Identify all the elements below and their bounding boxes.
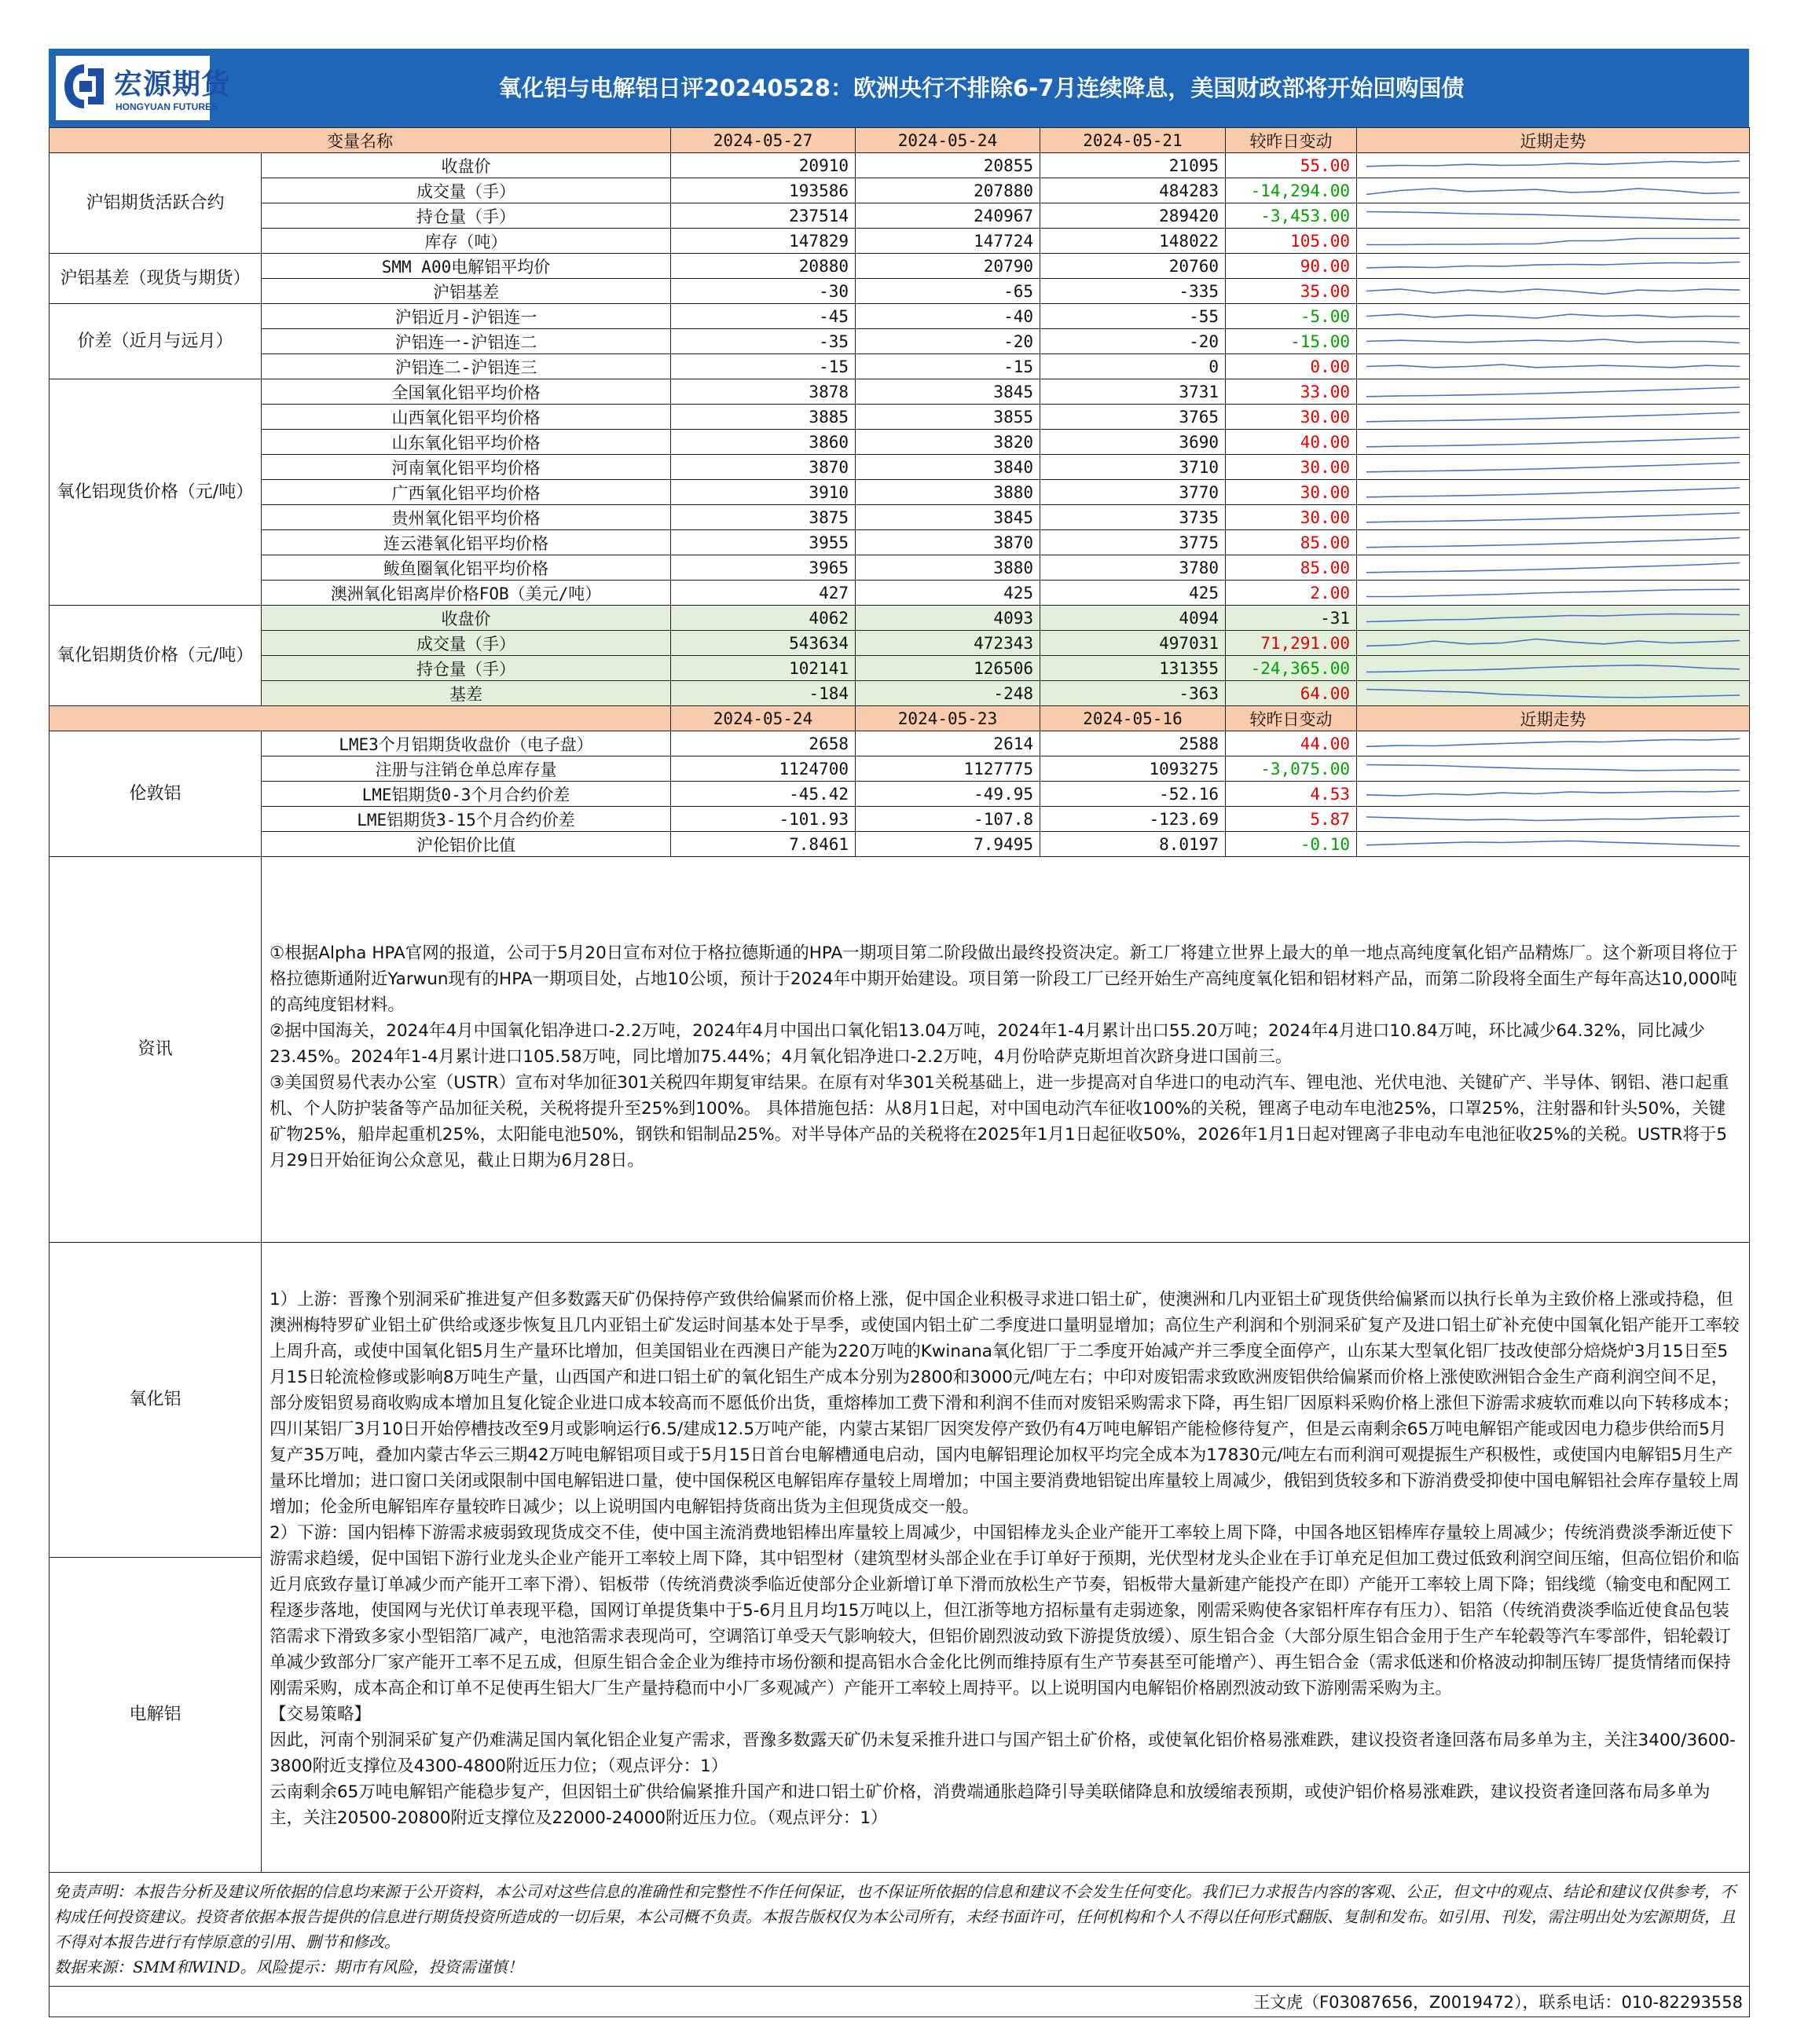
value-cell: 289420 xyxy=(1040,203,1226,229)
variable-name: 沪伦铝价比值 xyxy=(262,832,671,857)
value-cell: -20 xyxy=(1040,329,1226,354)
value-cell: 7.8461 xyxy=(671,832,856,857)
value-cell: 20910 xyxy=(671,153,856,178)
table-row xyxy=(50,581,1750,606)
trend-sparkline xyxy=(1357,329,1749,353)
category-cell: 沪铝期货活跃合约 xyxy=(50,153,262,254)
trend-sparkline xyxy=(1357,606,1749,630)
analysis-content xyxy=(262,1243,1750,1873)
trend-sparkline-cell xyxy=(1357,631,1750,656)
value-cell: 207880 xyxy=(856,178,1040,203)
header-cell: 2024-05-27 xyxy=(671,128,856,153)
trend-sparkline xyxy=(1357,782,1749,806)
trend-sparkline xyxy=(1357,229,1749,253)
trend-sparkline xyxy=(1357,405,1749,429)
value-cell: 3880 xyxy=(856,480,1040,505)
value-cell: 425 xyxy=(856,581,1040,606)
table-header-row xyxy=(50,706,1750,731)
strategy-heading: 【交易策略】 xyxy=(270,1705,372,1724)
trend-line xyxy=(1366,488,1740,497)
trend-line xyxy=(1366,589,1740,596)
variable-name: 库存（吨） xyxy=(262,229,671,254)
value-cell: 126506 xyxy=(856,656,1040,681)
category-cell: 氧化铝期货价格（元/吨） xyxy=(50,606,262,706)
trend-sparkline xyxy=(1357,731,1749,756)
trend-sparkline-cell xyxy=(1357,756,1750,782)
trend-line xyxy=(1366,563,1740,573)
variable-name: 连云港氧化铝平均价格 xyxy=(262,530,671,555)
trend-sparkline xyxy=(1357,656,1749,680)
header-cell: 2024-05-21 xyxy=(1040,128,1226,153)
value-cell: 3965 xyxy=(671,555,856,581)
value-cell: -20 xyxy=(856,329,1040,354)
analysis-paragraph: 2）下游：国内铝棒下游需求疲弱致现货成交不佳，使中国主流消费地铝棒出库量较上周减少，中国铝棒龙头企业产能开工率较上周下降，中国各地区铝棒库存量较上周减少；传统消费淡季渐近使下游需求趋缓，促中国铝下游行业龙头企业产能开工率较上周下降，其中铝型材（建筑型材头部企业在手订单好于预期，光伏型材龙头企业在手订单充足但加工费过低致利润空间压缩，但高位铝价和临近月底致存量订单减少而产能开工率下滑）、铝板带（传统消费淡季临近使部分企业新增订单下滑而放松生产节奏，铝板带大量新建产能投产在即）产能开工率较上周下降；铝线缆（输变电和配网工程逐步落地，使国网与光伏订单表现平稳，国网订单提货集中于5-6月且月均15万吨以上，但江浙等地方招标量有走弱迹象，刚需采购使各家铝杆库存有压力）、铝箔（传统消费淡季临近使食品包装箔需求下滑致多家小型铝箔厂减产，电池箔需求表现尚可，空调箔订单受天气影响较大，但铝价剧烈波动致下游提货放缓）、原生铝合金（大部分原生铝合金用于生产车轮毂等汽车零部件，铝轮毂订单减少致部分厂家产能开工率不足五成，但原生铝合金企业为维持市场份额和提高铝水合金化比例而维持原有生产节奏甚至可能增产）、再生铝合金（需求低迷和价格波动抑制压铸厂提货情绪而保持刚需采购，成本高企和订单不足使再生铝大厂生产量持稳而中小厂多观减产）产能开工率较上周持平。以上说明国内电解铝价格剧烈波动致下游刚需采购为主。 xyxy=(270,1523,1740,1698)
table-row xyxy=(50,555,1750,581)
variable-name: LME铝期货3-15个月合约价差 xyxy=(262,807,671,832)
value-cell: -15 xyxy=(856,354,1040,379)
value-cell: -123.69 xyxy=(1040,807,1226,832)
trend-line xyxy=(1366,513,1740,522)
trend-sparkline-cell xyxy=(1357,279,1750,304)
trend-sparkline xyxy=(1357,480,1749,504)
logo-english-name: HONGYUAN FUTURES xyxy=(116,101,218,112)
value-cell: -45.42 xyxy=(671,782,856,807)
table-row xyxy=(50,455,1750,480)
change-cell: 0.00 xyxy=(1226,354,1357,379)
company-logo xyxy=(56,56,231,120)
trend-line xyxy=(1366,238,1740,244)
trend-sparkline-cell xyxy=(1357,480,1750,505)
change-cell: 85.00 xyxy=(1226,530,1357,555)
trend-sparkline xyxy=(1357,304,1749,328)
value-cell: 4062 xyxy=(671,606,856,631)
trend-line xyxy=(1366,791,1740,797)
value-cell: 3855 xyxy=(856,405,1040,430)
variable-name: 收盘价 xyxy=(262,606,671,631)
value-cell: 3690 xyxy=(1040,430,1226,455)
disclaimer-text: 免责声明：本报告分析及建议所依据的信息均来源于公开资料，本公司对这些信息的准确性和完整性不作任何保证，也不保证所依据的信息和建议不会发生任何变化。我们已力求报告内容的客观、公正，但文中的观点、结论和建议仅供参考，不构成任何投资建议。投资者依据本报告提供的信息进行期货投资所造成的一切后果，本公司概不负责。本报告版权仅为本公司所有，未经书面许可，任何机构和个人不得以任何形式翻版、复制和发布。如引用、刊发，需注明出处为宏源期货，且不得对本报告进行有悖原意的引用、删节和修改。 xyxy=(54,1882,1736,1951)
trend-line xyxy=(1366,639,1740,647)
header-cell: 2024-05-16 xyxy=(1040,706,1226,731)
table-row xyxy=(50,379,1750,405)
category-cell: 沪铝基差（现货与期货） xyxy=(50,254,262,304)
news-paragraph: ②据中国海关，2024年4月中国氧化铝净进口-2.2万吨，2024年4月中国出口氧化铝13.04万吨，2024年1-4月累计出口55.20万吨；2024年4月进口10.84万吨，环比减少64.32%，同比减少23.45%。2024年1-4月累计进口105.58万吨，同比增加75.44%；4月氧化铝净进口-2.2万吨，4月份哈萨克斯坦首次跻身进口国前三。 xyxy=(270,1021,1705,1067)
value-cell: 3770 xyxy=(1040,480,1226,505)
value-cell: 497031 xyxy=(1040,631,1226,656)
header-cell: 较昨日变动 xyxy=(1226,128,1357,153)
trend-line xyxy=(1366,387,1740,397)
trend-sparkline-cell xyxy=(1357,555,1750,581)
trend-sparkline-cell xyxy=(1357,505,1750,530)
value-cell: 147829 xyxy=(671,229,856,254)
value-cell: 1093275 xyxy=(1040,756,1226,782)
value-cell: 4094 xyxy=(1040,606,1226,631)
trend-sparkline xyxy=(1357,203,1749,228)
variable-name: 沪铝基差 xyxy=(262,279,671,304)
analysis-paragraph: 1）上游：晋豫个别洞采矿推进复产但多数露天矿仍保持停产致供给偏紧而价格上涨，促中国企业积极寻求进口铝土矿，使澳洲和几内亚铝土矿现货供给偏紧而以执行长单为主致价格上涨或持稳，但澳洲梅特罗矿业铝土矿供给或逐步恢复且几内亚铝土矿发运时间基本处于旱季，或使国内铝土矿二季度进口量明显增加；高位生产利润和个别洞采矿复产及进口铝土矿补充使中国氧化铝产能开工率较上周升高，或使中国氧化铝5月生产量环比增加，但美国铝业在西澳日产能为220万吨的Kwinana氧化铝厂于二季度开始减产并三季度全面停产，山东某大型氧化铝厂技改使部分焙烧炉3月15日至5月15日轮流检修或影响8万吨生产量，山西国产和进口铝土矿的氧化铝生产成本分别为2800和3000元/吨左右；中印对废铝需求致欧洲废铝供给偏紧而价格上涨使欧洲铝合金生产商利润空间不足，部分废铝贸易商收购成本增加且复化锭企业进口成本较高而不愿低价出货，重熔棒加工费下滑和利润不佳而对废铝采购需求下降，再生铝厂因原料采购价格上涨但下游需求疲软而难以向下转移成本；四川某铝厂3月10日开始停槽技改至9月或影响运行6.5/建成12.5万吨产能，内蒙古某铝厂因突发停产致仍有4万吨电解铝产能检修待复产，但是云南剩余65万吨电解铝产能或因电力稳步供给而5月复产35万吨，叠加内蒙古华云三期42万吨电解铝项目或于5月15日首台电解槽通电启动，国内电解铝理论加权平均完全成本为17830元/吨左右而利润可观提振生产积极性，或使国内电解铝5月生产量环比增加；进口窗口关闭或限制中国电解铝进口量，使中国保税区电解铝库存量较上周增加；中国主要消费地铝锭出库量较上周减少，俄铝到货较多和下游消费受抑使中国电解铝社会库存量较上周增加；伦金所电解铝库存量较昨日减少；以上说明国内电解铝持货商出货为主但现货成交一般。 xyxy=(270,1290,1740,1517)
contact-row xyxy=(50,1987,1750,2017)
value-cell: -107.8 xyxy=(856,807,1040,832)
variable-name: 基差 xyxy=(262,681,671,706)
analysis-row xyxy=(50,1243,1750,1558)
value-cell: 472343 xyxy=(856,631,1040,656)
change-cell: -24,365.00 xyxy=(1226,656,1357,681)
trend-sparkline-cell xyxy=(1357,354,1750,379)
trend-line xyxy=(1366,841,1740,847)
value-cell: 1127775 xyxy=(856,756,1040,782)
change-cell: 2.00 xyxy=(1226,581,1357,606)
value-cell: 3870 xyxy=(856,530,1040,555)
variable-name: 注册与注销仓单总库存量 xyxy=(262,756,671,782)
trend-line xyxy=(1366,665,1740,672)
trend-sparkline-cell xyxy=(1357,782,1750,807)
header-cell xyxy=(50,706,671,731)
trend-sparkline xyxy=(1357,505,1749,529)
table-row xyxy=(50,354,1750,379)
change-cell: 105.00 xyxy=(1226,229,1357,254)
trend-line xyxy=(1366,161,1740,167)
value-cell: -335 xyxy=(1040,279,1226,304)
value-cell: 147724 xyxy=(856,229,1040,254)
header-cell: 2024-05-23 xyxy=(856,706,1040,731)
value-cell: 3955 xyxy=(671,530,856,555)
change-cell: -5.00 xyxy=(1226,304,1357,329)
trend-line xyxy=(1366,339,1740,343)
change-cell: 30.00 xyxy=(1226,405,1357,430)
trend-sparkline-cell xyxy=(1357,229,1750,254)
trend-sparkline-cell xyxy=(1357,656,1750,681)
value-cell: -363 xyxy=(1040,681,1226,706)
value-cell: 148022 xyxy=(1040,229,1226,254)
trend-sparkline-cell xyxy=(1357,606,1750,631)
variable-name: 山东氧化铝平均价格 xyxy=(262,430,671,455)
trend-sparkline xyxy=(1357,430,1749,454)
table-row xyxy=(50,731,1750,756)
variable-name: 沪铝连二-沪铝连三 xyxy=(262,354,671,379)
trend-sparkline-cell xyxy=(1357,329,1750,354)
header-cell: 变量名称 xyxy=(50,128,671,153)
alumina-label: 氧化铝 xyxy=(50,1243,262,1558)
table-row xyxy=(50,178,1750,203)
value-cell: 3735 xyxy=(1040,505,1226,530)
value-cell: 3731 xyxy=(1040,379,1226,405)
variable-name: 沪铝近月-沪铝连一 xyxy=(262,304,671,329)
variable-name: 鲅鱼圈氧化铝平均价格 xyxy=(262,555,671,581)
value-cell: 3880 xyxy=(856,555,1040,581)
value-cell: 484283 xyxy=(1040,178,1226,203)
value-cell: 20880 xyxy=(671,254,856,279)
news-paragraph: ③美国贸易代表办公室（USTR）宣布对华加征301关税四年期复审结果。在原有对华301关税基础上，进一步提高对自华进口的电动汽车、锂电池、光伏电池、关键矿产、半导体、钢铝、港口起重机、个人防护装备等产品加征关税，关税将提升至25%到100%。 具体措施包括：从8月1日起，对中国电动汽车征收100%的关税，锂离子电动车电池25%，口罩25%，注射器和针头50%，关键矿物25%，船岸起重机25%，太阳能电池50%，钢铁和铝制品25%。对半导体产品的关税将在2025年1月1日起征收50%，2026年1月1日起对锂离子非电动车电池征收25%的关税。USTR将于5月29日开始征询公众意见，截止日期为6月28日。 xyxy=(270,1073,1729,1170)
logo-mark-icon xyxy=(62,62,106,111)
variable-name: 持仓量（手） xyxy=(262,203,671,229)
report-title: 氧化铝与电解铝日评20240528：欧洲央行不排除6-7月连续降息，美国财政部将开始回购国债 xyxy=(498,75,1465,101)
value-cell: -248 xyxy=(856,681,1040,706)
trend-sparkline xyxy=(1357,455,1749,479)
trend-sparkline-cell xyxy=(1357,304,1750,329)
aluminum-label: 电解铝 xyxy=(50,1558,262,1873)
value-cell: 3860 xyxy=(671,430,856,455)
value-cell: 20790 xyxy=(856,254,1040,279)
trend-line xyxy=(1366,765,1740,771)
trend-sparkline-cell xyxy=(1357,178,1750,203)
value-cell: 1124700 xyxy=(671,756,856,782)
category-cell: 伦敦铝 xyxy=(50,731,262,857)
variable-name: 广西氧化铝平均价格 xyxy=(262,480,671,505)
trend-sparkline-cell xyxy=(1357,455,1750,480)
trend-line xyxy=(1366,690,1740,698)
change-cell: -0.10 xyxy=(1226,832,1357,857)
variable-name: 成交量（手） xyxy=(262,178,671,203)
value-cell: 2588 xyxy=(1040,731,1226,756)
table-row xyxy=(50,430,1750,455)
value-cell: -45 xyxy=(671,304,856,329)
variable-name: 河南氧化铝平均价格 xyxy=(262,455,671,480)
value-cell: 3820 xyxy=(856,430,1040,455)
trend-sparkline-cell xyxy=(1357,430,1750,455)
value-cell: 3710 xyxy=(1040,455,1226,480)
value-cell: 102141 xyxy=(671,656,856,681)
value-cell: 3840 xyxy=(856,455,1040,480)
value-cell: 4093 xyxy=(856,606,1040,631)
trend-line xyxy=(1366,262,1740,269)
change-cell: 64.00 xyxy=(1226,681,1357,706)
data-table xyxy=(49,127,1750,2017)
trend-sparkline-cell xyxy=(1357,405,1750,430)
table-row xyxy=(50,681,1750,706)
trend-sparkline xyxy=(1357,530,1749,555)
trend-line xyxy=(1366,364,1740,368)
value-cell: 3845 xyxy=(856,379,1040,405)
value-cell: 3878 xyxy=(671,379,856,405)
change-cell: 85.00 xyxy=(1226,555,1357,581)
variable-name: 沪铝连一-沪铝连二 xyxy=(262,329,671,354)
value-cell: 3765 xyxy=(1040,405,1226,430)
variable-name: LME3个月铝期货收盘价（电子盘） xyxy=(262,731,671,756)
value-cell: -15 xyxy=(671,354,856,379)
news-row xyxy=(50,857,1750,1243)
trend-sparkline-cell xyxy=(1357,832,1750,857)
table-row xyxy=(50,631,1750,656)
trend-sparkline-cell xyxy=(1357,731,1750,756)
change-cell: 4.53 xyxy=(1226,782,1357,807)
trend-line xyxy=(1366,412,1740,422)
value-cell: 3845 xyxy=(856,505,1040,530)
table-row xyxy=(50,329,1750,354)
value-cell: 131355 xyxy=(1040,656,1226,681)
table-row xyxy=(50,606,1750,631)
value-cell: 2614 xyxy=(856,731,1040,756)
value-cell: 425 xyxy=(1040,581,1226,606)
trend-sparkline xyxy=(1357,581,1749,605)
change-cell: -15.00 xyxy=(1226,329,1357,354)
trend-sparkline-cell xyxy=(1357,807,1750,832)
change-cell: -3,453.00 xyxy=(1226,203,1357,229)
value-cell: -184 xyxy=(671,681,856,706)
value-cell: 0 xyxy=(1040,354,1226,379)
value-cell: 8.0197 xyxy=(1040,832,1226,857)
value-cell: -101.93 xyxy=(671,807,856,832)
trend-sparkline xyxy=(1357,807,1749,831)
variable-name: 山西氧化铝平均价格 xyxy=(262,405,671,430)
change-cell: 30.00 xyxy=(1226,505,1357,530)
table-row xyxy=(50,279,1750,304)
table-row xyxy=(50,756,1750,782)
header-cell: 2024-05-24 xyxy=(856,128,1040,153)
news-label: 资讯 xyxy=(50,857,262,1243)
variable-name: 持仓量（手） xyxy=(262,656,671,681)
change-cell: 71,291.00 xyxy=(1226,631,1357,656)
value-cell: 7.9495 xyxy=(856,832,1040,857)
variable-name: 全国氧化铝平均价格 xyxy=(262,379,671,405)
header-cell: 较昨日变动 xyxy=(1226,706,1357,731)
trend-line xyxy=(1366,538,1740,548)
trend-line xyxy=(1366,212,1740,221)
report-header xyxy=(49,49,1749,127)
trend-line xyxy=(1366,189,1740,195)
trend-sparkline xyxy=(1357,681,1749,705)
value-cell: -55 xyxy=(1040,304,1226,329)
value-cell: -40 xyxy=(856,304,1040,329)
category-cell: 价差（近月与远月） xyxy=(50,304,262,379)
value-cell: 3910 xyxy=(671,480,856,505)
value-cell: -65 xyxy=(856,279,1040,304)
table-row xyxy=(50,229,1750,254)
trend-line xyxy=(1366,314,1740,318)
table-row xyxy=(50,304,1750,329)
value-cell: 3775 xyxy=(1040,530,1226,555)
value-cell: 20855 xyxy=(856,153,1040,178)
change-cell: -3,075.00 xyxy=(1226,756,1357,782)
trend-sparkline-cell xyxy=(1357,379,1750,405)
table-row xyxy=(50,203,1750,229)
trend-sparkline-cell xyxy=(1357,530,1750,555)
header-cell: 近期走势 xyxy=(1357,706,1750,731)
analysis-paragraph: 因此，河南个别洞采矿复产仍难满足国内氧化铝企业复产需求，晋豫多数露天矿仍未复采推升进口与国产铝土矿价格，或使氧化铝价格易涨难跌，建议投资者逢回落布局多单为主，关注3400/3600-3800附近支撑位及4300-4800附近压力位；（观点评分：1） xyxy=(270,1731,1736,1776)
data-source-text: 数据来源：SMM和WIND。风险提示：期市有风险，投资需谨慎！ xyxy=(54,1958,523,1976)
analyst-contact: 王文虎（F03087656，Z0019472），联系电话：010-82293558 xyxy=(50,1987,1750,2017)
value-cell: 3885 xyxy=(671,405,856,430)
trend-line xyxy=(1366,614,1740,622)
change-cell: 40.00 xyxy=(1226,430,1357,455)
analysis-paragraph: 云南剩余65万吨电解铝产能稳步复产，但因铝土矿供给偏紧推升国产和进口铝土矿价格，消费端通胀趋降引导美联储降息和放缓缩表预期，或使沪铝价格易涨难跌，建议投资者逢回落布局多单为主，关注20500-20800附近支撑位及22000-24000附近压力位。（观点评分：1） xyxy=(270,1782,1711,1828)
change-cell: 35.00 xyxy=(1226,279,1357,304)
table-row xyxy=(50,254,1750,279)
change-cell: 30.00 xyxy=(1226,455,1357,480)
trend-sparkline xyxy=(1357,279,1749,303)
trend-line xyxy=(1366,463,1740,472)
trend-sparkline xyxy=(1357,178,1749,203)
change-cell: 30.00 xyxy=(1226,480,1357,505)
value-cell: -49.95 xyxy=(856,782,1040,807)
value-cell: 240967 xyxy=(856,203,1040,229)
value-cell: 21095 xyxy=(1040,153,1226,178)
trend-sparkline-cell xyxy=(1357,203,1750,229)
variable-name: SMM A00电解铝平均价 xyxy=(262,254,671,279)
table-row xyxy=(50,480,1750,505)
table-row xyxy=(50,782,1750,807)
change-cell: -14,294.00 xyxy=(1226,178,1357,203)
news-content xyxy=(262,857,1750,1243)
trend-sparkline xyxy=(1357,379,1749,404)
value-cell: 543634 xyxy=(671,631,856,656)
value-cell: -52.16 xyxy=(1040,782,1226,807)
trend-sparkline xyxy=(1357,832,1749,856)
value-cell: 2658 xyxy=(671,731,856,756)
change-cell: 55.00 xyxy=(1226,153,1357,178)
trend-sparkline xyxy=(1357,354,1749,379)
table-row xyxy=(50,807,1750,832)
trend-sparkline xyxy=(1357,254,1749,278)
trend-line xyxy=(1366,739,1740,747)
value-cell: 427 xyxy=(671,581,856,606)
value-cell: -30 xyxy=(671,279,856,304)
trend-sparkline-cell xyxy=(1357,153,1750,178)
trend-sparkline-cell xyxy=(1357,681,1750,706)
report-sheet xyxy=(49,49,1749,2017)
logo-chinese-name: 宏源期货 xyxy=(114,68,231,101)
value-cell: 20760 xyxy=(1040,254,1226,279)
table-row xyxy=(50,656,1750,681)
table-row xyxy=(50,530,1750,555)
disclaimer xyxy=(50,1873,1750,1987)
trend-sparkline xyxy=(1357,756,1749,781)
trend-line xyxy=(1366,289,1740,294)
table-row xyxy=(50,505,1750,530)
variable-name: 贵州氧化铝平均价格 xyxy=(262,505,671,530)
category-cell: 氧化铝现货价格（元/吨） xyxy=(50,379,262,606)
value-cell: 3870 xyxy=(671,455,856,480)
change-cell: 33.00 xyxy=(1226,379,1357,405)
variable-name: 成交量（手） xyxy=(262,631,671,656)
trend-sparkline-cell xyxy=(1357,254,1750,279)
header-cell: 2024-05-24 xyxy=(671,706,856,731)
value-cell: 237514 xyxy=(671,203,856,229)
change-cell: 5.87 xyxy=(1226,807,1357,832)
change-cell: -31 xyxy=(1226,606,1357,631)
disclaimer-row xyxy=(50,1873,1750,1987)
table-row xyxy=(50,405,1750,430)
table-row xyxy=(50,153,1750,178)
change-cell: 90.00 xyxy=(1226,254,1357,279)
trend-sparkline xyxy=(1357,153,1749,178)
trend-sparkline xyxy=(1357,631,1749,655)
value-cell: 193586 xyxy=(671,178,856,203)
header-cell: 近期走势 xyxy=(1357,128,1750,153)
table-row xyxy=(50,832,1750,857)
value-cell: -35 xyxy=(671,329,856,354)
table-header-row xyxy=(50,128,1750,153)
trend-sparkline xyxy=(1357,555,1749,580)
change-cell: 44.00 xyxy=(1226,731,1357,756)
value-cell: 3875 xyxy=(671,505,856,530)
trend-line xyxy=(1366,816,1740,821)
news-paragraph: ①根据Alpha HPA官网的报道，公司于5月20日宣布对位于格拉德斯通的HPA一期项目第二阶段做出最终投资决定。新工厂将建立世界上最大的单一地点高纯度氧化铝产品精炼厂。这个新项目将位于格拉德斯通附近Yarwun现有的HPA一期项目处，占地10公顷，预计于2024年中期开始建设。项目第一阶段工厂已经开始生产高纯度氧化铝和铝材料产品，而第二阶段将全面生产每年高达10,000吨的高纯度铝材料。 xyxy=(270,943,1738,1015)
variable-name: LME铝期货0-3个月合约价差 xyxy=(262,782,671,807)
variable-name: 澳洲氧化铝离岸价格FOB（美元/吨） xyxy=(262,581,671,606)
trend-line xyxy=(1366,438,1740,447)
trend-sparkline-cell xyxy=(1357,581,1750,606)
variable-name: 收盘价 xyxy=(262,153,671,178)
value-cell: 3780 xyxy=(1040,555,1226,581)
